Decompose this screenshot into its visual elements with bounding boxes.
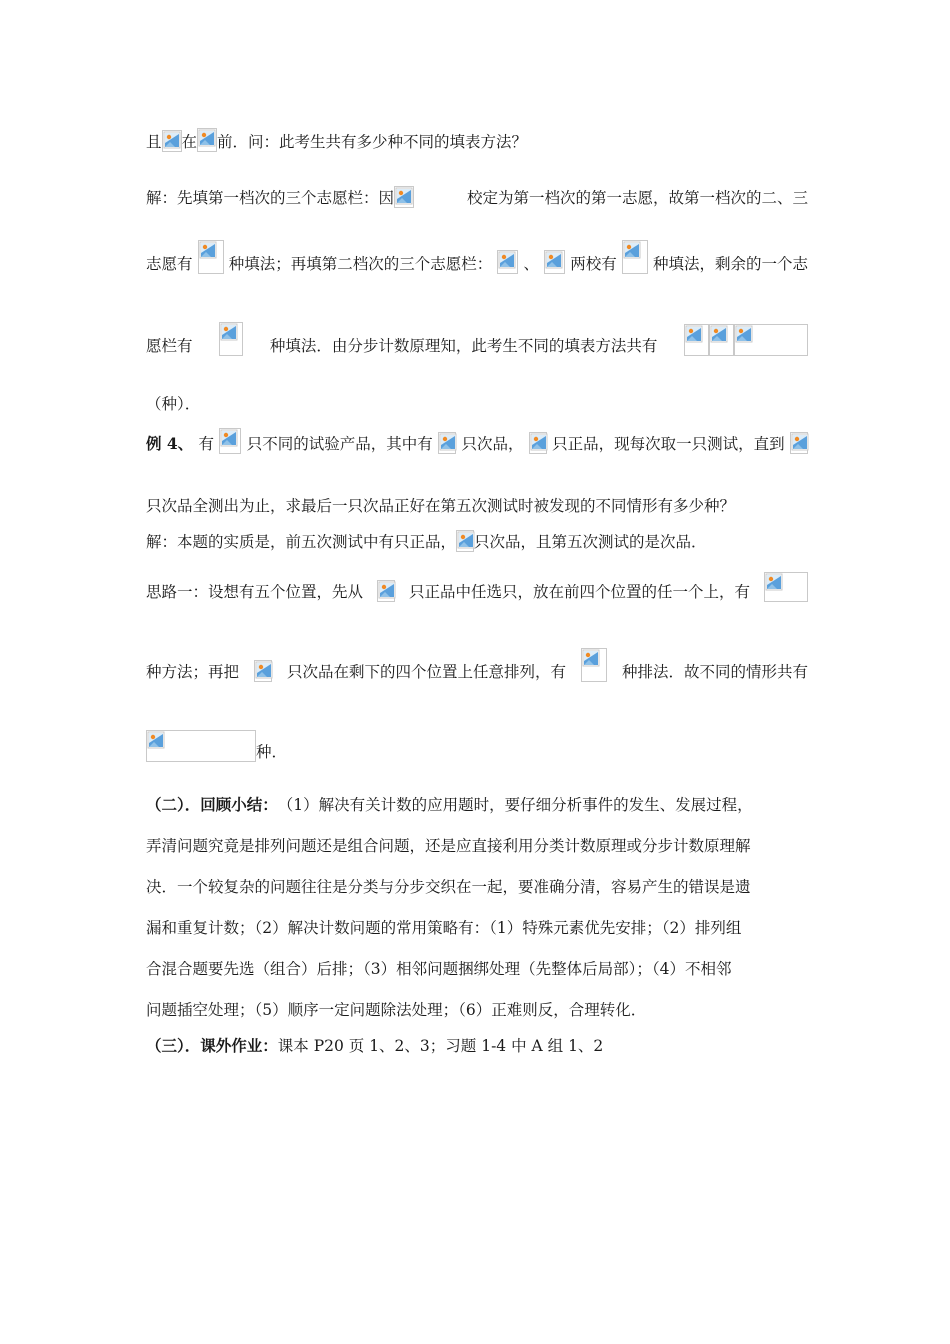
text: 只次品，且第五次测试的是次品． bbox=[474, 533, 707, 551]
image-glyph bbox=[582, 649, 600, 667]
broken-image-icon bbox=[456, 530, 474, 552]
text: 校定为第一档次的第一志愿，故第一档次的二、三 bbox=[466, 189, 808, 207]
broken-image-icon bbox=[529, 432, 547, 454]
summary-line bbox=[146, 918, 808, 938]
text: 解：本题的实质是，前五次测试中有只正品， bbox=[146, 533, 457, 551]
broken-image-icon bbox=[377, 580, 395, 602]
image-glyph bbox=[685, 325, 703, 343]
paragraph-line bbox=[146, 648, 808, 682]
broken-image-icon bbox=[438, 432, 456, 454]
paragraph-line bbox=[146, 186, 808, 208]
paragraph-line bbox=[146, 496, 808, 516]
paragraph-line bbox=[146, 530, 808, 552]
text: 只次品全测出为止，求最后一只次品正好在第五次测试时被发现的不同情形有多少种？ bbox=[146, 497, 736, 515]
image-glyph bbox=[199, 241, 217, 259]
broken-image-icon bbox=[709, 324, 734, 356]
image-glyph bbox=[220, 323, 238, 341]
text: （种）． bbox=[146, 395, 201, 413]
text: 愿栏有 bbox=[146, 337, 193, 355]
paragraph-line bbox=[146, 428, 808, 454]
summary-line bbox=[146, 877, 808, 897]
broken-image-icon bbox=[254, 660, 272, 682]
image-glyph bbox=[457, 531, 475, 549]
text: 课本 P20 页 1、2、3；习题 1-4 中 A 组 1、2 bbox=[277, 1037, 604, 1055]
image-glyph bbox=[163, 131, 181, 149]
broken-image-icon bbox=[734, 324, 808, 356]
text: 种． bbox=[256, 743, 288, 761]
text: 决．一个较复杂的问题往往是分类与分步交织在一起，要准确分清，容易产生的错误是遗 bbox=[146, 878, 751, 896]
text: 问题插空处理；（5）顺序一定问题除法处理；（6）正难则反，合理转化． bbox=[146, 1001, 647, 1019]
text: 、 bbox=[523, 255, 539, 273]
text: 只次品， bbox=[461, 435, 524, 453]
image-glyph bbox=[765, 573, 783, 591]
summary-line bbox=[146, 959, 808, 979]
text: 弄清问题究竟是排列问题还是组合问题，还是应直接利用分类计数原理或分步计数原理解 bbox=[146, 837, 751, 855]
broken-image-icon bbox=[219, 428, 241, 454]
broken-image-icon bbox=[497, 250, 518, 274]
text: 漏和重复计数；（2）解决计数问题的常用策略有：（1）特殊元素优先安排；（2）排列组 bbox=[146, 919, 742, 937]
text: 解：先填第一档次的三个志愿栏：因 bbox=[146, 189, 395, 207]
image-glyph bbox=[791, 433, 809, 451]
image-glyph bbox=[710, 325, 728, 343]
image-glyph bbox=[530, 433, 548, 451]
image-glyph bbox=[147, 731, 165, 749]
section-heading: （三）．课外作业： bbox=[146, 1036, 278, 1055]
image-glyph bbox=[378, 581, 396, 599]
summary-line bbox=[146, 1000, 808, 1020]
text: 且 bbox=[146, 133, 162, 151]
broken-image-icon bbox=[162, 130, 182, 152]
paragraph-line bbox=[146, 572, 808, 602]
section-heading: （二）．回顾小结： bbox=[146, 795, 278, 814]
text: 种填法；再填第二档次的三个志愿栏： bbox=[228, 255, 493, 273]
text: 只正品中任选只，放在前四个位置的任一个上，有 bbox=[408, 583, 750, 601]
paragraph-line bbox=[146, 322, 808, 356]
text: 思路一：设想有五个位置，先从 bbox=[146, 583, 364, 601]
text: 只正品，现每次取一只测试，直到 bbox=[552, 435, 785, 453]
text: 种方法；再把 bbox=[146, 663, 240, 681]
image-glyph bbox=[439, 433, 457, 451]
homework-line bbox=[146, 1036, 808, 1056]
text: （1）解决有关计数的应用题时，要仔细分析事件的发生、发展过程， bbox=[277, 796, 753, 814]
broken-image-icon bbox=[790, 432, 808, 454]
text: 有 bbox=[198, 435, 215, 453]
text: 前．问：此考生共有多少种不同的填表方法？ bbox=[217, 133, 528, 151]
paragraph-line bbox=[146, 128, 808, 152]
broken-image-icon bbox=[219, 322, 243, 356]
broken-image-icon bbox=[146, 730, 256, 762]
paragraph-line bbox=[146, 394, 808, 414]
text: 两校有 bbox=[570, 255, 617, 273]
summary-line bbox=[146, 836, 808, 856]
text: 在 bbox=[181, 133, 198, 151]
image-glyph bbox=[623, 241, 641, 259]
image-glyph bbox=[255, 661, 273, 679]
example-label: 例 4、 bbox=[146, 434, 194, 453]
text: 只不同的试验产品，其中有 bbox=[246, 435, 433, 453]
text: 种排法．故不同的情形共有 bbox=[621, 663, 808, 681]
image-glyph bbox=[198, 129, 216, 147]
broken-image-icon bbox=[764, 572, 808, 602]
broken-image-icon bbox=[581, 648, 607, 682]
text: 志愿有 bbox=[146, 255, 193, 273]
summary-line bbox=[146, 795, 808, 815]
broken-image-icon bbox=[622, 240, 648, 274]
image-glyph bbox=[735, 325, 753, 343]
text: 种填法，剩余的一个志 bbox=[652, 255, 808, 273]
broken-image-icon bbox=[197, 128, 217, 152]
image-glyph bbox=[545, 251, 563, 269]
paragraph-line bbox=[146, 240, 808, 274]
broken-image-icon bbox=[198, 240, 224, 274]
broken-image-icon bbox=[544, 250, 565, 274]
text: 只次品在剩下的四个位置上任意排列，有 bbox=[286, 663, 566, 681]
broken-image-icon bbox=[684, 324, 709, 356]
broken-image-icon bbox=[394, 186, 414, 208]
text: 合混合题要先选（组合）后排；（3）相邻问题捆绑处理（先整体后局部）；（4）不相邻 bbox=[146, 960, 732, 978]
image-glyph bbox=[395, 187, 413, 205]
image-glyph bbox=[220, 429, 238, 447]
paragraph-line bbox=[146, 730, 808, 762]
image-glyph bbox=[498, 251, 516, 269]
text: 种填法．由分步计数原理知，此考生不同的填表方法共有 bbox=[269, 337, 658, 355]
